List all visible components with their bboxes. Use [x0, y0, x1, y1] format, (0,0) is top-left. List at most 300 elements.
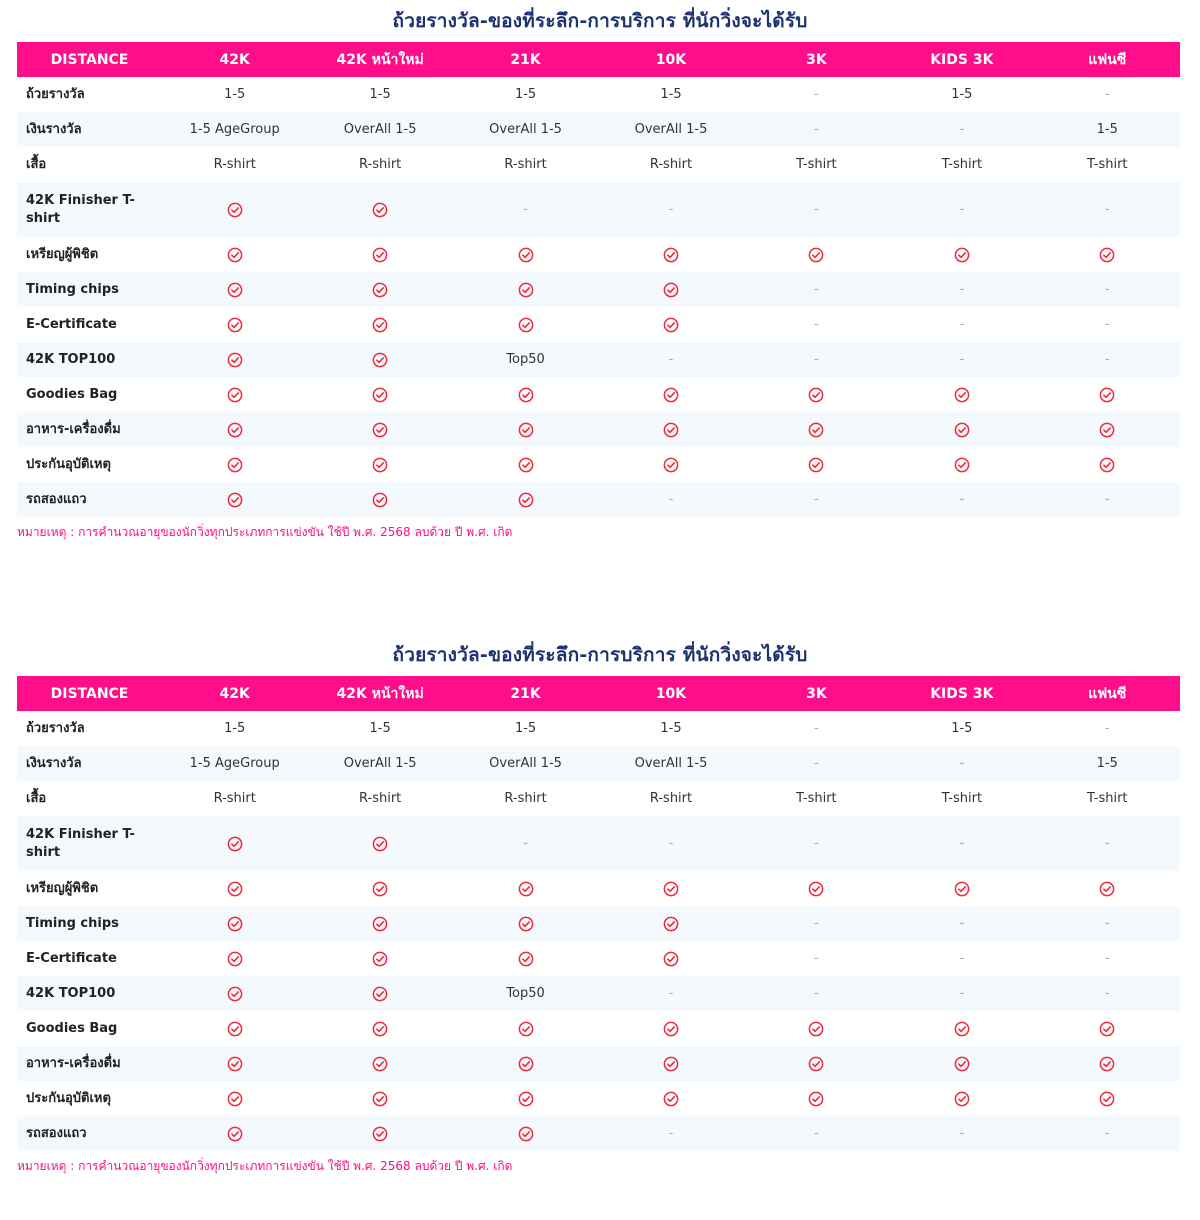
- check-circle-icon: [663, 457, 679, 473]
- empty-dash: -: [814, 492, 819, 507]
- check-circle-icon: [372, 951, 388, 967]
- table-cell: [307, 976, 452, 1011]
- table-cell: [453, 77, 598, 112]
- check-circle-icon: [808, 422, 824, 438]
- table-cell: [1035, 272, 1180, 307]
- table-cell: [162, 1046, 307, 1081]
- cell-value: T-shirt: [941, 791, 983, 806]
- table-cell: [1035, 1116, 1180, 1151]
- table-cell: [162, 482, 307, 517]
- table-row: [17, 237, 1180, 272]
- empty-dash: -: [1104, 916, 1110, 931]
- table-cell: [1035, 1081, 1180, 1116]
- table-cell: [889, 237, 1034, 272]
- check-circle-icon: [372, 916, 388, 932]
- empty-dash: -: [1104, 492, 1110, 507]
- table-cell: [889, 307, 1034, 342]
- table-cell: [162, 1081, 307, 1116]
- table-cell: [453, 976, 598, 1011]
- table-cell: [453, 781, 598, 816]
- empty-dash: -: [959, 951, 965, 966]
- table-row: [17, 342, 1180, 377]
- table-cell: [453, 342, 598, 377]
- check-circle-icon: [1099, 881, 1115, 897]
- table-cell: [889, 711, 1034, 746]
- check-circle-icon: [372, 282, 388, 298]
- check-circle-icon: [227, 881, 243, 897]
- table-cell: [889, 182, 1034, 237]
- cell-value: OverAll 1-5: [634, 122, 708, 137]
- header-col: 21K: [453, 676, 598, 711]
- table-cell: [889, 342, 1034, 377]
- table-cell: [162, 941, 307, 976]
- table-cell: [744, 377, 889, 412]
- empty-dash: -: [814, 916, 819, 931]
- check-circle-icon: [372, 492, 388, 508]
- row-label: 42K Finisher T-shirt: [17, 816, 162, 871]
- table-cell: [598, 976, 743, 1011]
- check-circle-icon: [227, 951, 243, 967]
- table-cell: [598, 77, 743, 112]
- table-cell: [598, 1116, 743, 1151]
- table-cell: [453, 182, 598, 237]
- table-cell: [598, 147, 743, 182]
- table-cell: [1035, 941, 1180, 976]
- empty-dash: -: [668, 492, 674, 507]
- table-cell: [162, 307, 307, 342]
- table-row: [17, 781, 1180, 816]
- table-cell: [307, 746, 452, 781]
- check-circle-icon: [518, 1126, 534, 1142]
- row-label: 42K TOP100: [17, 342, 162, 377]
- check-circle-icon: [1099, 387, 1115, 403]
- empty-dash: -: [668, 202, 674, 217]
- empty-dash: -: [1104, 317, 1110, 332]
- table-cell: [307, 182, 452, 237]
- table-cell: [744, 941, 889, 976]
- empty-dash: -: [1104, 1126, 1110, 1141]
- row-label: 42K Finisher T-shirt: [17, 182, 162, 237]
- table-cell: [162, 871, 307, 906]
- row-label: เงินรางวัล: [17, 112, 162, 147]
- table-cell: [598, 746, 743, 781]
- table-cell: [1035, 1046, 1180, 1081]
- table-row: [17, 77, 1180, 112]
- cell-value: 1-5: [660, 87, 682, 102]
- cell-value: OverAll 1-5: [343, 756, 417, 771]
- table-cell: [453, 272, 598, 307]
- check-circle-icon: [808, 247, 824, 263]
- check-circle-icon: [663, 282, 679, 298]
- table-cell: [307, 1046, 452, 1081]
- cell-value: 1-5 AgeGroup: [189, 122, 280, 137]
- table-row: [17, 816, 1180, 871]
- table-cell: [598, 412, 743, 447]
- table-cell: [889, 482, 1034, 517]
- table-cell: [307, 1116, 452, 1151]
- table-cell: [1035, 482, 1180, 517]
- table-cell: [598, 342, 743, 377]
- awards-table: [17, 42, 1180, 517]
- check-circle-icon: [518, 387, 534, 403]
- check-circle-icon: [663, 1021, 679, 1037]
- table-cell: [162, 976, 307, 1011]
- cell-value: 1-5: [369, 721, 391, 736]
- table-cell: [598, 711, 743, 746]
- check-circle-icon: [808, 457, 824, 473]
- table-cell: [307, 1081, 452, 1116]
- table-cell: [307, 377, 452, 412]
- row-label: เสื้อ: [26, 156, 47, 172]
- table-row: [17, 412, 1180, 447]
- empty-dash: -: [959, 317, 965, 332]
- check-circle-icon: [227, 1126, 243, 1142]
- table-cell: [162, 112, 307, 147]
- check-circle-icon: [954, 1021, 970, 1037]
- cell-value: Top50: [506, 986, 545, 1001]
- table-cell: [453, 112, 598, 147]
- table-cell: [307, 871, 452, 906]
- empty-dash: -: [959, 202, 965, 217]
- empty-dash: -: [814, 282, 819, 297]
- table-cell: [307, 906, 452, 941]
- check-circle-icon: [227, 1021, 243, 1037]
- table-cell: [598, 377, 743, 412]
- table-cell: [307, 447, 452, 482]
- table-cell: [598, 816, 743, 871]
- table-cell: [598, 941, 743, 976]
- check-circle-icon: [663, 387, 679, 403]
- table-cell: [744, 1116, 889, 1151]
- check-circle-icon: [372, 881, 388, 897]
- check-circle-icon: [518, 951, 534, 967]
- table-cell: [744, 871, 889, 906]
- table-cell: [744, 112, 889, 147]
- cell-value: R-shirt: [649, 157, 693, 172]
- empty-dash: -: [1104, 202, 1110, 217]
- table-cell: [162, 77, 307, 112]
- table-cell: [889, 746, 1034, 781]
- check-circle-icon: [518, 282, 534, 298]
- check-circle-icon: [1099, 1056, 1115, 1072]
- table-cell: [453, 412, 598, 447]
- table-cell: [889, 871, 1034, 906]
- empty-dash: -: [959, 836, 965, 851]
- empty-dash: -: [1104, 986, 1110, 1001]
- table-cell: [162, 182, 307, 237]
- table-cell: [889, 781, 1034, 816]
- check-circle-icon: [1099, 1091, 1115, 1107]
- check-circle-icon: [663, 951, 679, 967]
- table-cell: [453, 482, 598, 517]
- cell-value: R-shirt: [213, 791, 256, 806]
- cell-value: R-shirt: [359, 157, 402, 172]
- table-cell: [744, 237, 889, 272]
- table-cell: [744, 976, 889, 1011]
- cell-value: 1-5: [660, 721, 682, 736]
- check-circle-icon: [227, 1056, 243, 1072]
- table-cell: [162, 447, 307, 482]
- table-cell: [307, 941, 452, 976]
- table-row: [17, 447, 1180, 482]
- check-circle-icon: [227, 1091, 243, 1107]
- check-circle-icon: [954, 247, 970, 263]
- table-cell: [598, 182, 743, 237]
- cell-value: R-shirt: [504, 157, 547, 172]
- table-cell: [889, 941, 1034, 976]
- cell-value: 1-5: [224, 721, 246, 736]
- empty-dash: -: [523, 202, 528, 217]
- check-circle-icon: [954, 881, 970, 897]
- table-row: [17, 272, 1180, 307]
- awards-section-2: [0, 634, 1200, 1175]
- empty-dash: -: [668, 836, 674, 851]
- check-circle-icon: [372, 1021, 388, 1037]
- table-cell: [1035, 182, 1180, 237]
- row-label: เหรียญผู้พิชิต: [26, 880, 99, 896]
- table-cell: [453, 1011, 598, 1046]
- table-cell: [162, 377, 307, 412]
- table-cell: [1035, 781, 1180, 816]
- table-cell: [598, 112, 743, 147]
- table-cell: [744, 182, 889, 237]
- table-cell: [307, 147, 452, 182]
- check-circle-icon: [808, 1091, 824, 1107]
- table-row: [17, 482, 1180, 517]
- awards-table: [17, 676, 1180, 1151]
- table-cell: [744, 307, 889, 342]
- cell-value: 1-5: [369, 87, 391, 102]
- empty-dash: -: [1104, 951, 1110, 966]
- check-circle-icon: [227, 986, 243, 1002]
- empty-dash: -: [523, 836, 528, 851]
- table-cell: [162, 746, 307, 781]
- row-label: เงินรางวัล: [17, 746, 162, 781]
- table-cell: [889, 272, 1034, 307]
- cell-value: 1-5: [514, 721, 537, 736]
- table-cell: [1035, 77, 1180, 112]
- table-cell: [453, 816, 598, 871]
- table-cell: [1035, 307, 1180, 342]
- empty-dash: -: [1104, 282, 1110, 297]
- header-col: 42K หน้าใหม่: [307, 676, 452, 711]
- row-label: ประกันอุบัติเหตุ: [26, 456, 111, 472]
- empty-dash: -: [668, 352, 674, 367]
- header-col: KIDS 3K: [889, 42, 1034, 77]
- table-cell: [889, 1116, 1034, 1151]
- table-cell: [889, 1081, 1034, 1116]
- cell-value: 1-5: [1096, 122, 1118, 137]
- cell-value: 1-5: [951, 87, 973, 102]
- cell-value: 1-5: [1096, 756, 1118, 771]
- cell-value: R-shirt: [359, 791, 402, 806]
- check-circle-icon: [372, 836, 388, 852]
- table-row: [17, 906, 1180, 941]
- table-row: [17, 182, 1180, 237]
- check-circle-icon: [372, 1126, 388, 1142]
- check-circle-icon: [227, 836, 243, 852]
- table-cell: [1035, 711, 1180, 746]
- table-cell: [744, 816, 889, 871]
- table-row: [17, 307, 1180, 342]
- table-cell: [598, 1081, 743, 1116]
- cell-value: Top50: [506, 352, 545, 367]
- table-cell: [1035, 746, 1180, 781]
- table-cell: [307, 482, 452, 517]
- check-circle-icon: [808, 1056, 824, 1072]
- cell-value: 1-5 AgeGroup: [189, 756, 280, 771]
- header-col: KIDS 3K: [889, 676, 1034, 711]
- table-cell: [744, 77, 889, 112]
- row-label: เสื้อ: [26, 790, 47, 806]
- cell-value: R-shirt: [504, 791, 547, 806]
- table-cell: [889, 1046, 1034, 1081]
- check-circle-icon: [372, 247, 388, 263]
- cell-value: T-shirt: [1087, 791, 1128, 806]
- check-circle-icon: [663, 881, 679, 897]
- check-circle-icon: [663, 1056, 679, 1072]
- empty-dash: -: [668, 1126, 674, 1141]
- check-circle-icon: [227, 422, 243, 438]
- table-row: [17, 1081, 1180, 1116]
- table-cell: [453, 447, 598, 482]
- table-row: [17, 1116, 1180, 1151]
- table-cell: [598, 447, 743, 482]
- table-row: [17, 112, 1180, 147]
- table-cell: [453, 1046, 598, 1081]
- table-cell: [162, 1011, 307, 1046]
- table-cell: [162, 711, 307, 746]
- table-row: [17, 746, 1180, 781]
- check-circle-icon: [227, 457, 243, 473]
- row-label: Timing chips: [17, 906, 162, 941]
- table-cell: [453, 746, 598, 781]
- table-cell: [162, 272, 307, 307]
- table-cell: [889, 412, 1034, 447]
- table-cell: [453, 711, 598, 746]
- table-cell: [1035, 342, 1180, 377]
- check-circle-icon: [372, 457, 388, 473]
- check-circle-icon: [663, 1091, 679, 1107]
- check-circle-icon: [518, 916, 534, 932]
- empty-dash: -: [1104, 836, 1110, 851]
- table-cell: [307, 112, 452, 147]
- table-cell: [162, 342, 307, 377]
- table-cell: [453, 147, 598, 182]
- table-cell: [1035, 237, 1180, 272]
- check-circle-icon: [518, 881, 534, 897]
- table-cell: [598, 906, 743, 941]
- table-cell: [598, 781, 743, 816]
- empty-dash: -: [1104, 352, 1110, 367]
- check-circle-icon: [808, 1021, 824, 1037]
- check-circle-icon: [954, 457, 970, 473]
- table-cell: [307, 272, 452, 307]
- table-cell: [162, 816, 307, 871]
- row-label: Timing chips: [17, 272, 162, 307]
- table-cell: [1035, 412, 1180, 447]
- check-circle-icon: [518, 1056, 534, 1072]
- empty-dash: -: [959, 916, 965, 931]
- table-cell: [453, 941, 598, 976]
- table-row: [17, 377, 1180, 412]
- table-row: [17, 147, 1180, 182]
- check-circle-icon: [372, 986, 388, 1002]
- table-cell: [598, 1046, 743, 1081]
- table-cell: [162, 412, 307, 447]
- check-circle-icon: [518, 492, 534, 508]
- table-cell: [1035, 112, 1180, 147]
- table-cell: [307, 412, 452, 447]
- table-row: [17, 871, 1180, 906]
- header-col: 21K: [453, 42, 598, 77]
- cell-value: R-shirt: [649, 791, 693, 806]
- empty-dash: -: [814, 352, 819, 367]
- table-cell: [1035, 976, 1180, 1011]
- check-circle-icon: [227, 492, 243, 508]
- cell-value: 1-5: [514, 87, 537, 102]
- table-cell: [1035, 906, 1180, 941]
- header-col: 42K: [162, 42, 307, 77]
- check-circle-icon: [663, 247, 679, 263]
- table-cell: [744, 412, 889, 447]
- header-col: 10K: [598, 42, 743, 77]
- table-cell: [744, 342, 889, 377]
- table-cell: [598, 237, 743, 272]
- footnote: หมายเหตุ : การคำนวณอายุของนักวิ่งทุกประเภทการแข่งขัน ใช้ปี พ.ศ. 2568 ลบด้วย ปี พ.ศ. เกิด: [17, 1159, 513, 1173]
- table-cell: [453, 1116, 598, 1151]
- table-cell: [1035, 871, 1180, 906]
- table-cell: [307, 307, 452, 342]
- empty-dash: -: [959, 352, 965, 367]
- table-cell: [453, 871, 598, 906]
- empty-dash: -: [814, 122, 819, 137]
- table-cell: [598, 482, 743, 517]
- table-cell: [162, 237, 307, 272]
- check-circle-icon: [808, 881, 824, 897]
- empty-dash: -: [1104, 87, 1110, 102]
- table-cell: [162, 147, 307, 182]
- check-circle-icon: [227, 202, 243, 218]
- table-cell: [744, 1046, 889, 1081]
- table-cell: [162, 906, 307, 941]
- table-cell: [744, 746, 889, 781]
- awards-section-1: [0, 0, 1200, 541]
- section-title: ถ้วยรางวัล-ของที่ระลึก-การบริการ ที่นักวิ่งจะได้รับ: [392, 644, 808, 666]
- table-cell: [744, 272, 889, 307]
- check-circle-icon: [518, 422, 534, 438]
- table-cell: [744, 447, 889, 482]
- cell-value: T-shirt: [796, 157, 837, 172]
- table-cell: [598, 307, 743, 342]
- row-label: รถสองแถว: [17, 482, 162, 517]
- row-label: อาหาร-เครื่องดื่ม: [17, 1046, 162, 1081]
- table-cell: [744, 1011, 889, 1046]
- table-cell: [744, 906, 889, 941]
- table-cell: [889, 112, 1034, 147]
- check-circle-icon: [1099, 247, 1115, 263]
- check-circle-icon: [1099, 422, 1115, 438]
- header-col: 3K: [744, 676, 889, 711]
- cell-value: T-shirt: [1087, 157, 1128, 172]
- table-cell: [889, 906, 1034, 941]
- table-cell: [307, 781, 452, 816]
- header-distance: DISTANCE: [17, 42, 162, 77]
- empty-dash: -: [814, 87, 819, 102]
- header-col: 3K: [744, 42, 889, 77]
- cell-value: OverAll 1-5: [634, 756, 708, 771]
- table-cell: [162, 781, 307, 816]
